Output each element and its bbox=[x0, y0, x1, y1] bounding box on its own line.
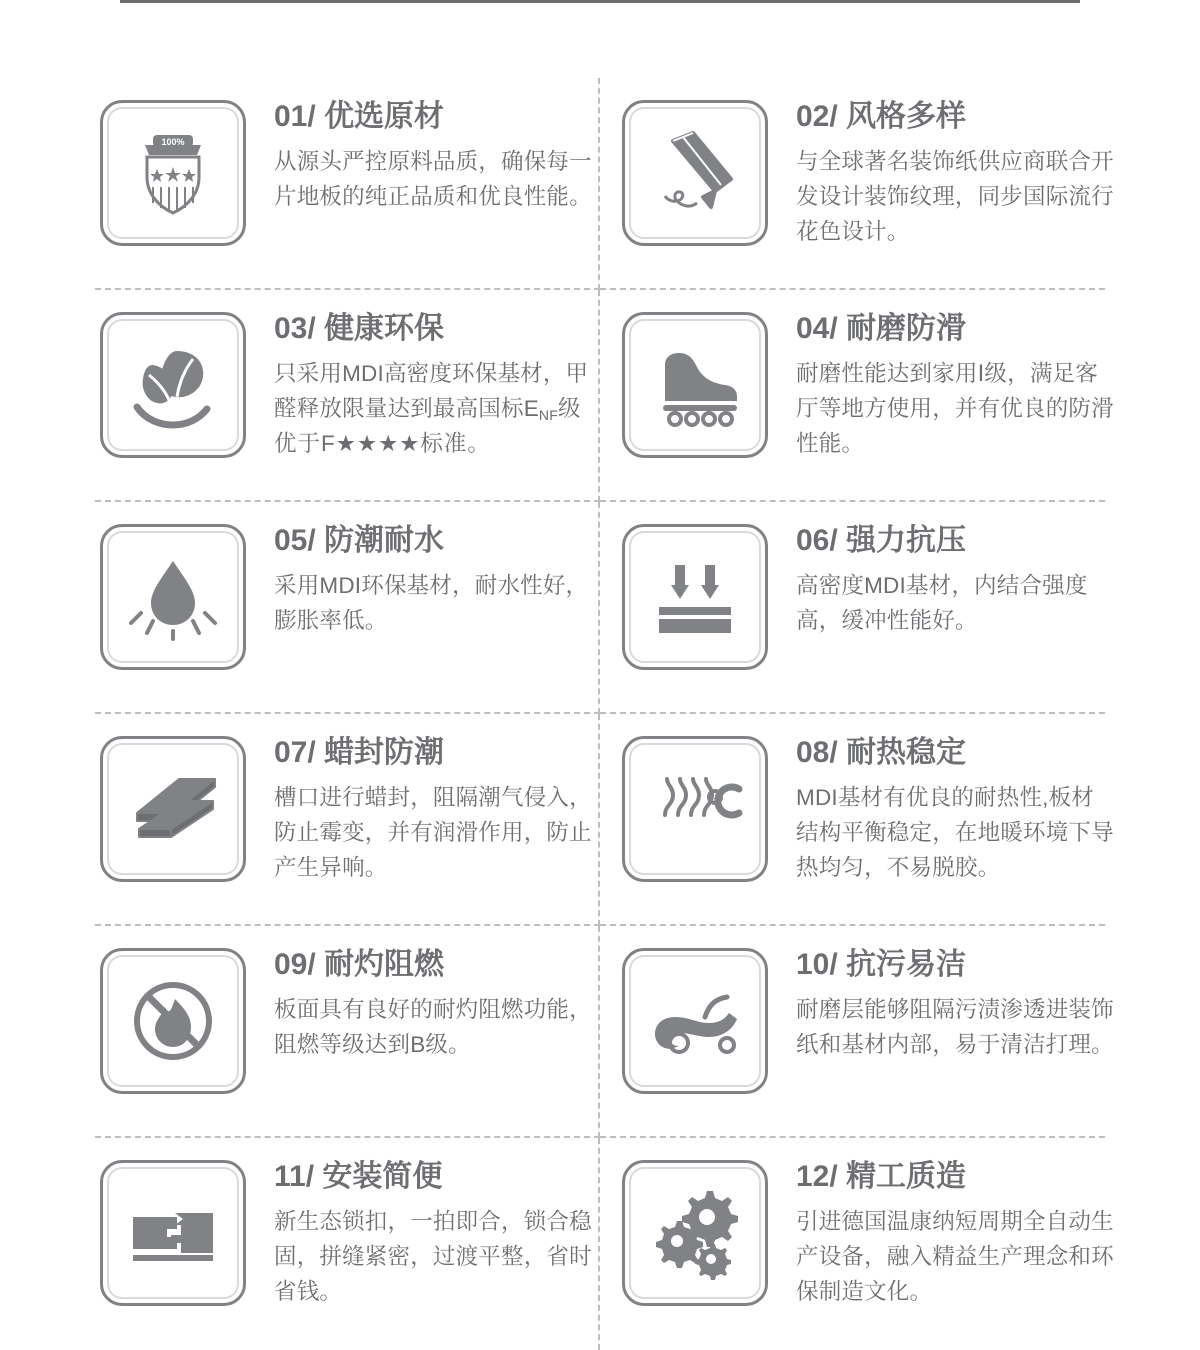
feature-text-08 bbox=[796, 736, 1114, 886]
feature-title-01 bbox=[274, 100, 594, 133]
feature-cell-07 bbox=[0, 714, 600, 926]
feature-text-12 bbox=[796, 1160, 1114, 1310]
feature-number-03: 03/ bbox=[274, 312, 316, 345]
feature-text-10 bbox=[796, 948, 1114, 1063]
feature-title-11 bbox=[274, 1160, 594, 1193]
feature-cell-12 bbox=[600, 1138, 1200, 1350]
feature-title-10 bbox=[796, 948, 1114, 981]
feature-desc-10: 耐磨层能够阻隔污渍渗透进装饰纸和基材内部，易于清洁打理。 bbox=[796, 997, 1114, 1057]
feature-heading-12: 精工质造 bbox=[846, 1160, 967, 1193]
feature-desc-02: 与全球著名装饰纸供应商联合开发设计装饰纹理，同步国际流行花色设计。 bbox=[796, 149, 1114, 244]
feature-text-02 bbox=[796, 100, 1114, 250]
feature-cell-10 bbox=[600, 926, 1200, 1138]
feature-title-04 bbox=[796, 312, 1114, 345]
feature-title-07 bbox=[274, 736, 594, 769]
feature-title-12 bbox=[796, 1160, 1114, 1193]
feature-cell-05 bbox=[0, 502, 600, 714]
vacuum-cleaner-icon bbox=[622, 948, 768, 1094]
feature-desc-03-e: E bbox=[523, 395, 539, 421]
feature-number-06: 06/ bbox=[796, 524, 838, 557]
feature-cell-04 bbox=[600, 290, 1200, 502]
shield-100-percent-icon bbox=[100, 100, 246, 246]
feature-desc-03-line1: 只采用MDI高密度环保基材， bbox=[274, 361, 566, 386]
feature-number-12: 12/ bbox=[796, 1160, 838, 1193]
feature-desc-07: 槽口进行蜡封，阻隔潮气侵入，防止霉变，并有润滑作用，防止产生异响。 bbox=[274, 785, 592, 880]
feature-cell-02 bbox=[600, 78, 1200, 290]
feature-desc-03-line2: 甲醛释放限量达到最高国标 bbox=[274, 361, 589, 421]
feature-number-10: 10/ bbox=[796, 948, 838, 981]
feature-cell-01 bbox=[0, 78, 600, 290]
feature-title-08 bbox=[796, 736, 1114, 769]
feature-number-01: 01/ bbox=[274, 100, 316, 133]
feature-text-04 bbox=[796, 312, 1114, 462]
feature-desc-04: 耐磨性能达到家用Ⅰ级，满足客厅等地方使用，并有优良的防滑性能。 bbox=[796, 361, 1114, 456]
feature-title-05 bbox=[274, 524, 594, 557]
feature-heading-06: 强力抗压 bbox=[846, 524, 967, 557]
feature-desc-03 bbox=[274, 357, 594, 462]
feature-text-09 bbox=[274, 948, 594, 1063]
feature-title-02 bbox=[796, 100, 1114, 133]
feature-heading-07: 蜡封防潮 bbox=[324, 736, 445, 769]
feature-number-02: 02/ bbox=[796, 100, 838, 133]
feature-text-01 bbox=[274, 100, 594, 215]
feature-desc-05: 采用MDI环保基材，耐水性好，膨胀率低。 bbox=[274, 573, 589, 633]
compression-arrows-icon bbox=[622, 524, 768, 670]
feature-number-07: 07/ bbox=[274, 736, 316, 769]
feature-desc-03-line3: 级优于F★★★★标准。 bbox=[274, 395, 582, 456]
feature-text-03 bbox=[274, 312, 594, 462]
svg-text:100%: 100% bbox=[161, 137, 185, 147]
roller-skate-icon bbox=[622, 312, 768, 458]
feature-number-09: 09/ bbox=[274, 948, 316, 981]
feature-heading-09: 耐灼阻燃 bbox=[324, 948, 445, 981]
feature-text-05 bbox=[274, 524, 594, 639]
feature-heading-05: 防潮耐水 bbox=[324, 524, 445, 557]
feature-cell-08 bbox=[600, 714, 1200, 926]
feature-desc-01: 从源头严控原料品质，确保每一片地板的纯正品质和优良性能。 bbox=[274, 149, 592, 209]
pencil-drawing-icon bbox=[622, 100, 768, 246]
feature-text-11 bbox=[274, 1160, 594, 1310]
feature-grid bbox=[0, 78, 1200, 1350]
feature-heading-02: 风格多样 bbox=[846, 100, 967, 133]
feature-cell-06 bbox=[600, 502, 1200, 714]
feature-heading-04: 耐磨防滑 bbox=[846, 312, 967, 345]
feature-number-04: 04/ bbox=[796, 312, 838, 345]
feature-number-05: 05/ bbox=[274, 524, 316, 557]
feature-number-11: 11/ bbox=[274, 1160, 315, 1193]
feature-heading-01: 优选原材 bbox=[324, 100, 445, 133]
feature-title-06 bbox=[796, 524, 1114, 557]
feature-desc-11: 新生态锁扣，一拍即合，锁合稳固，拼缝紧密，过渡平整，省时省钱。 bbox=[274, 1209, 592, 1304]
feature-title-09 bbox=[274, 948, 594, 981]
feature-desc-09: 板面具有良好的耐灼阻燃功能，阻燃等级达到B级。 bbox=[274, 997, 592, 1057]
feature-cell-03 bbox=[0, 290, 600, 502]
water-drop-icon bbox=[100, 524, 246, 670]
feature-cell-11 bbox=[0, 1138, 600, 1350]
feature-text-06 bbox=[796, 524, 1114, 639]
feature-heading-11: 安装简便 bbox=[322, 1160, 443, 1193]
gears-icon bbox=[622, 1160, 768, 1306]
feature-cell-09 bbox=[0, 926, 600, 1138]
no-fire-icon bbox=[100, 948, 246, 1094]
feature-heading-08: 耐热稳定 bbox=[846, 736, 967, 769]
plank-edge-icon bbox=[100, 736, 246, 882]
leaf-in-hand-icon bbox=[100, 312, 246, 458]
feature-heading-03: 健康环保 bbox=[324, 312, 445, 345]
feature-number-08: 08/ bbox=[796, 736, 838, 769]
feature-title-03 bbox=[274, 312, 594, 345]
feature-desc-06: 高密度MDI基材，内结合强度高，缓冲性能好。 bbox=[796, 573, 1088, 633]
heat-celsius-icon bbox=[622, 736, 768, 882]
click-lock-icon bbox=[100, 1160, 246, 1306]
feature-text-07 bbox=[274, 736, 594, 886]
feature-desc-12: 引进德国温康纳短周期全自动生产设备，融入精益生产理念和环保制造文化。 bbox=[796, 1209, 1114, 1304]
top-divider-rule bbox=[120, 0, 1080, 3]
feature-desc-08: MDI基材有优良的耐热性,板材结构平衡稳定，在地暖环境下导热均匀，不易脱胶。 bbox=[796, 785, 1114, 880]
feature-desc-03-sub: NF bbox=[538, 406, 558, 423]
feature-heading-10: 抗污易洁 bbox=[846, 948, 967, 981]
